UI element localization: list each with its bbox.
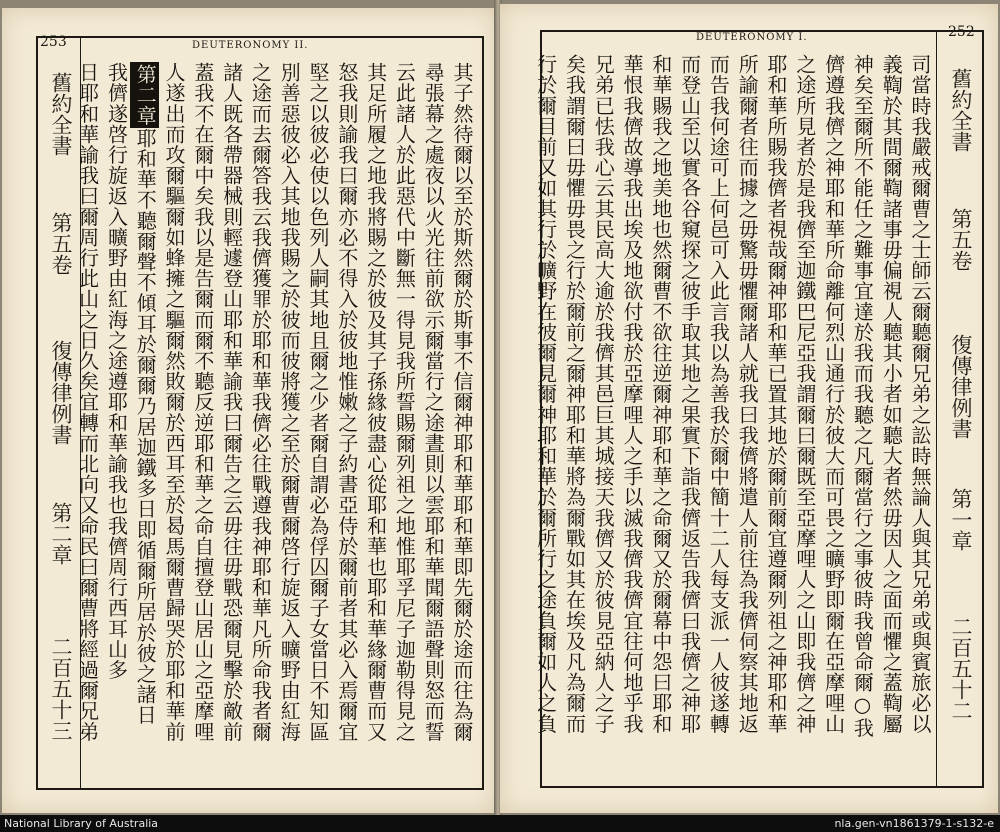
left-margin-title: 復傳律例書 [49,340,73,445]
column: 尋張幕之處夜以火光往前欲示爾當行之途晝則以雲耶和華聞爾語聲則怒而誓 [421,62,446,742]
column: 蓋我不在爾中矣我以是告爾而爾不聽反逆耶和華之命自擅登山居山之亞摩哩 [190,62,215,742]
column: 華恨我儕故導我出埃及地欲付我於亞摩哩人之手以滅我儕我儕宜往何地乎我 [620,54,645,734]
right-margin-title: 復傳律例書 [949,334,973,439]
right-margin-volume: 第五卷 [949,208,973,271]
column: 兄弟已怯我心云其民高大逾於我儕其邑巨其城接天我儕又於彼見亞納人之子 [591,54,616,734]
left-margin-folio: 二百五十三 [49,636,73,741]
left-margin-volume: 第五卷 [49,212,73,275]
right-running-head: DEUTERONOMY I. [696,32,808,43]
column: 之途所見者於是我儕至迦鐵巴尼亞我謂爾曰爾既至亞摩哩人之山即我儕之神 [792,54,817,734]
column: 耶和華所賜我儕者視哉爾神耶和華已置其地於爾前爾宜遵爾列祖之神耶和華 [764,54,789,734]
right-body-text [533,54,934,780]
column: 義鞫於其間爾鞫諸事毋偏視人聽其小者如聽大者然毋因人之面而懼之蓋鞫屬 [879,54,904,734]
right-page-number: 252 [948,24,975,40]
column: 人遂出而攻爾驅爾如蜂擁之驅爾然敗爾於西耳至於曷馬爾曹歸哭於耶和華前 [162,62,187,742]
chapter-mark: 第二章 [130,62,159,128]
left-margin-chapter: 第二章 [49,502,73,565]
column: 堅之以彼必使以色列人嗣其地且爾之少者爾自謂必為俘囚爾子女當日不知區 [306,62,331,742]
right-margin-folio: 二百五十二 [949,616,973,721]
column: 神矣至爾所不能任之難事宜達於我而我聽之凡爾當行之事彼時我曾命爾○我 [850,54,875,738]
column: 儕遵我儕之神耶和華所命離何烈山通行於彼大而可畏之曠野即爾在亞摩哩山 [821,54,846,734]
column: 而告我何途可上何邑可入此言我以為善我於爾中簡十二人每支派一人彼遂轉 [706,54,731,734]
column: 行於爾目前又如其行於曠野在彼爾見爾神耶和華於爾所行之途負爾如人之負 [533,54,558,734]
footer-identifier: nla.gen-vn1861379-1-s132-e [834,817,994,830]
column: 矣我謂爾曰毋懼毋畏之行於爾前之爾神耶和華將為爾戰如其在埃及凡為爾而 [562,54,587,734]
column: 司當時我嚴戒爾曹之士師云爾聽爾兄弟之訟時無論人與其兄弟或與賓旅必以 [908,54,932,734]
column: 而登山至以實各谷窺探之彼手取其地之果實下詣我儕返告我儕曰我儕之神耶 [677,54,702,734]
left-running-head: DEUTERONOMY II. [192,40,309,51]
left-margin-book: 舊約全書 [49,72,73,156]
left-body-text [75,62,476,784]
column: 之途而去爾答我云我儕獲罪於耶和華我儕必往戰遵我神耶和華凡所命我者爾 [248,62,273,742]
right-margin-book: 舊約全書 [949,68,973,152]
column: 所諭爾者往而據之毋驚毋懼爾諸人就我曰我儕將遣人前往為我儕伺察其地返 [735,54,760,734]
column: 我儕遂啓行旋返入曠野由紅海之途遵耶和華諭我也我儕周行西耳山多 [104,62,129,680]
library-footer [0,815,1000,832]
column: 諸人既各帶器械則輕遽登山耶和華諭我曰爾告之云毋往毋戰恐爾見擊於敵前 [219,62,244,742]
column: 其子然待爾以至於斯然爾於斯事不信爾神耶和華耶和華即先爾於途而往為爾 [450,62,474,742]
column: 和華賜我之地美地也然爾曹不欲往逆爾神耶和華之命爾又於爾幕中怨曰耶和 [648,54,673,734]
column: 云此諸人於此惡代中斷無一得見我所誓賜爾列祖之地惟耶孚尼子迦勒得見之 [392,62,417,742]
column [130,62,159,784]
column-text: 耶和華不聽爾聲不傾耳於爾爾乃居迦鐵多日即循爾所居於彼之諸日 [133,127,158,726]
footer-library: National Library of Australia [4,817,159,830]
column: 其足所履之地我將賜之於彼及其子孫緣彼盡心從耶和華也耶和華緣爾曹而又 [363,62,388,742]
column: 日耶和華諭我曰爾周行此山之日久矣宜轉而北向又命民曰爾曹將經過爾兄弟 [75,62,100,742]
right-margin-chapter: 第一章 [949,488,973,551]
column: 別善惡彼必入其地我賜之於彼而彼將獲之至於爾曹爾啓行旋返入曠野由紅海 [277,62,302,742]
left-page [2,8,496,813]
column: 怒我則諭我曰爾亦必不得入於彼地惟嫩之子約書亞侍於爾前者其必入焉爾宜 [334,62,359,742]
left-page-number: 253 [40,34,67,50]
right-page [500,4,998,813]
